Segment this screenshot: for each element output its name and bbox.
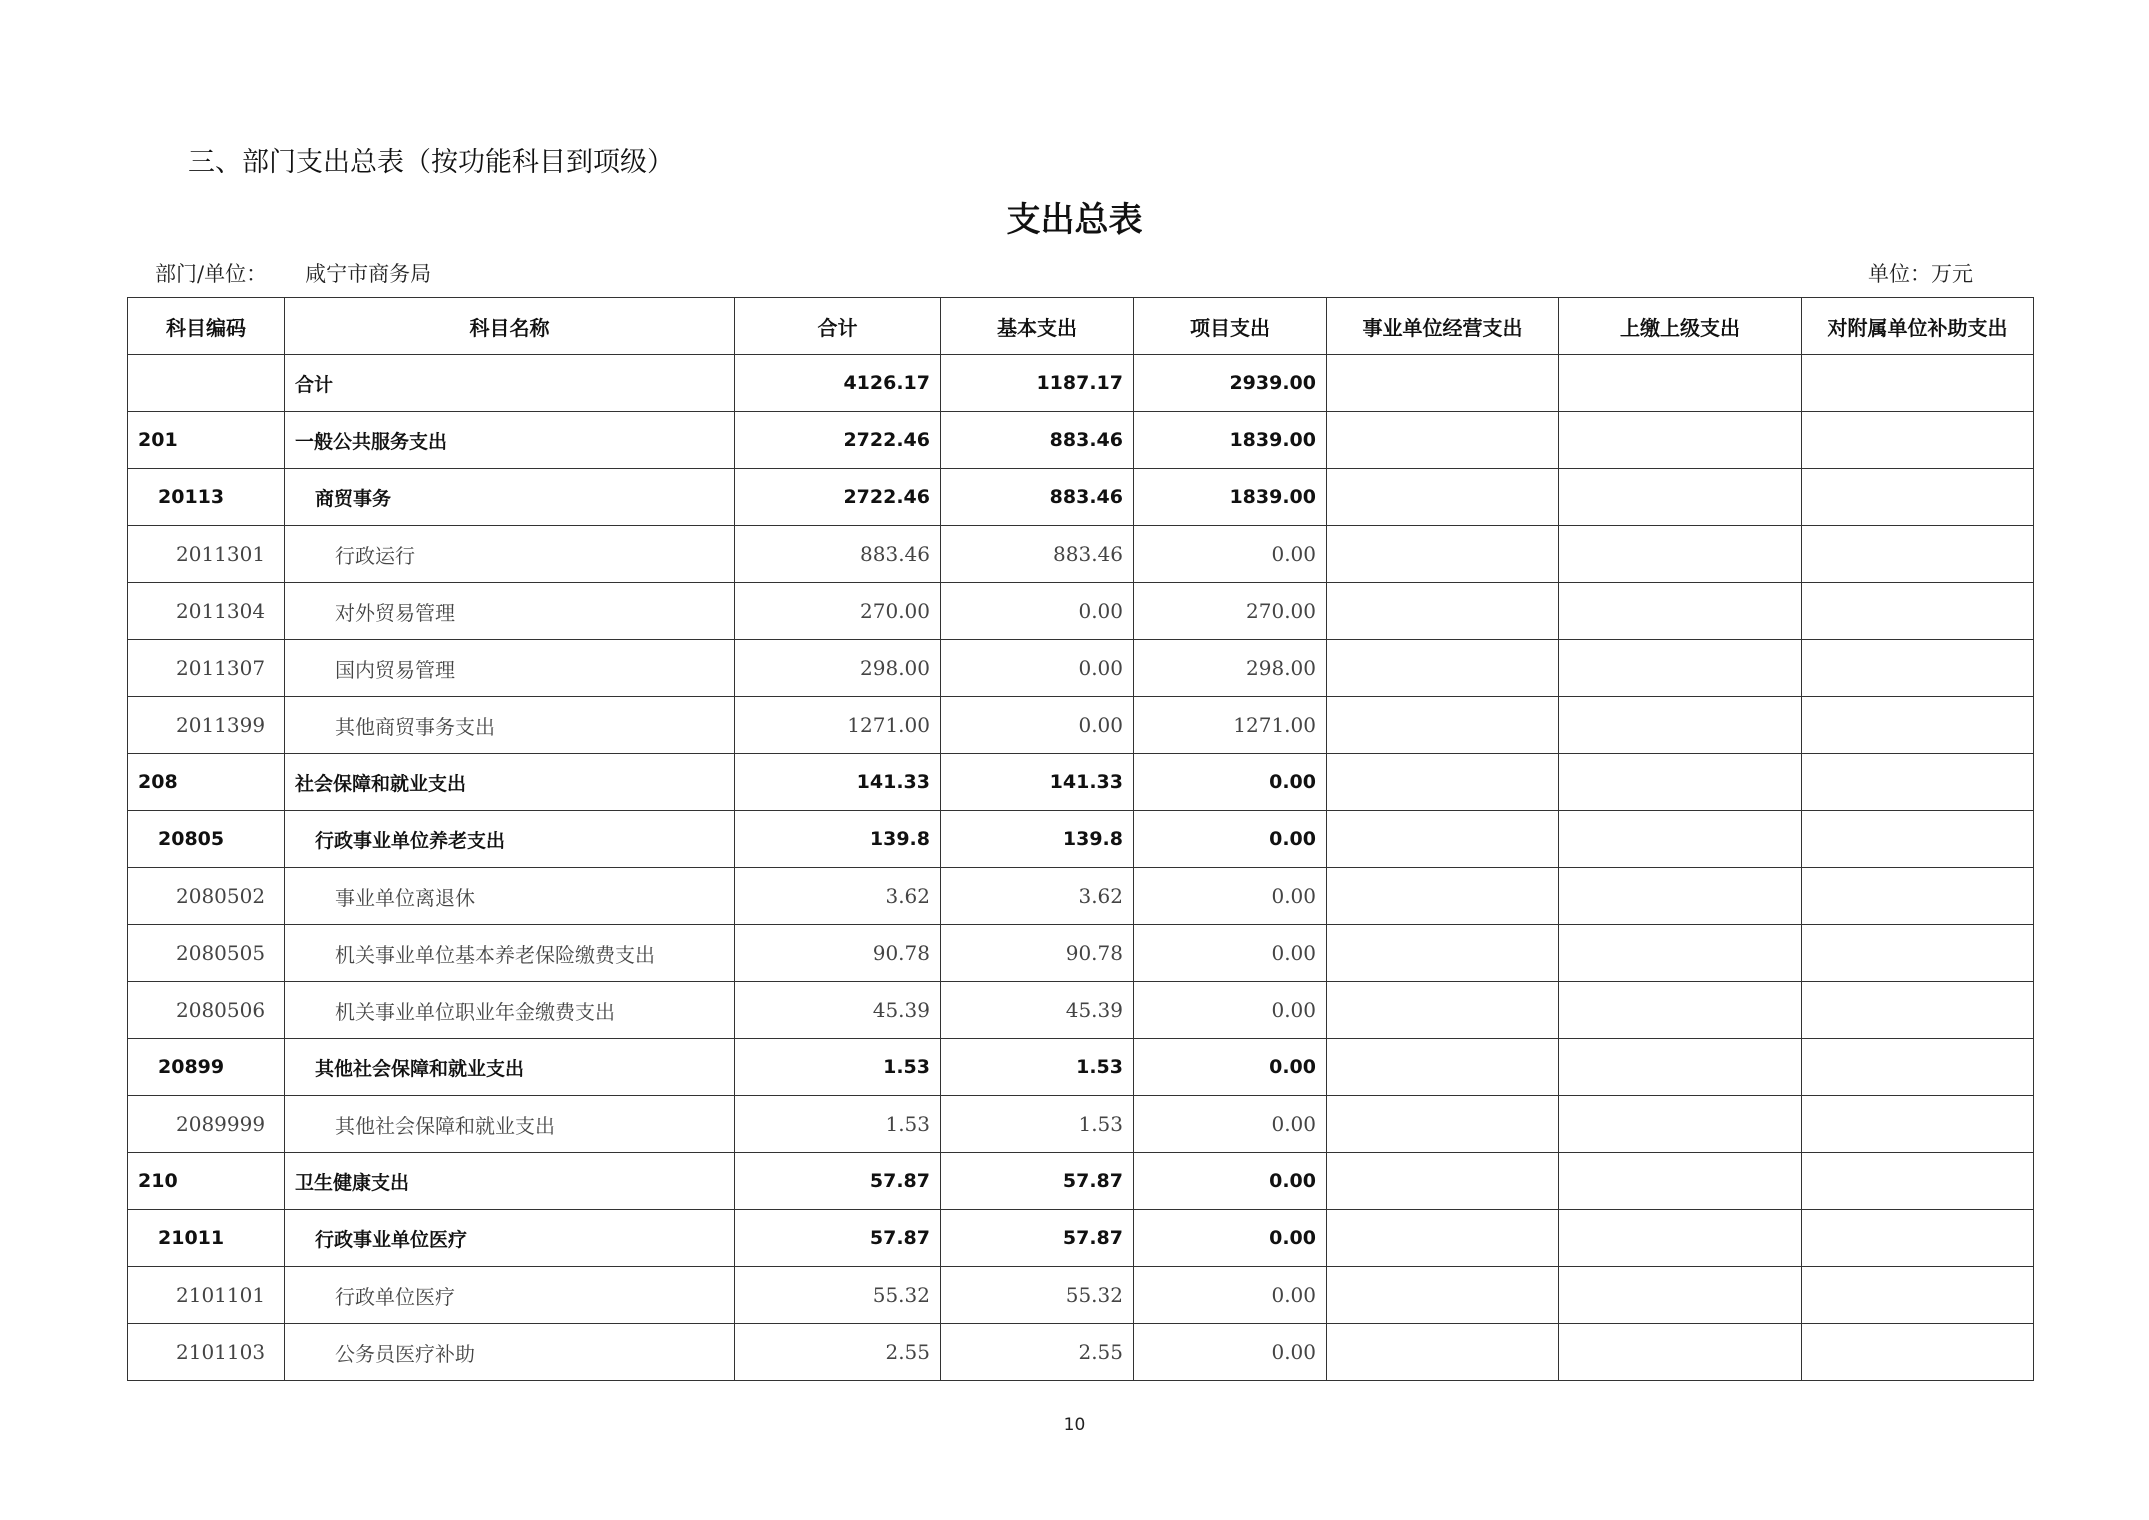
- cell-name: 公务员医疗补助: [285, 1324, 735, 1381]
- cell-basic: 0.00: [941, 583, 1134, 640]
- table-row: [128, 583, 2034, 640]
- cell-subsidy: [1802, 754, 2034, 811]
- cell-project: 0.00: [1134, 982, 1327, 1039]
- cell-subsidy: [1802, 583, 2034, 640]
- table-row: [128, 982, 2034, 1039]
- cell-code: 2011304: [128, 583, 285, 640]
- cell-basic: 45.39: [941, 982, 1134, 1039]
- cell-name: 行政运行: [285, 526, 735, 583]
- cell-business: [1327, 697, 1559, 754]
- cell-project: 298.00: [1134, 640, 1327, 697]
- cell-basic: 57.87: [941, 1153, 1134, 1210]
- cell-upper: [1559, 811, 1802, 868]
- cell-upper: [1559, 925, 1802, 982]
- page-number: 10: [1063, 1415, 1086, 1435]
- cell-basic: 883.46: [941, 526, 1134, 583]
- col-header-subsidy: 对附属单位补助支出: [1802, 298, 2034, 355]
- cell-subsidy: [1802, 982, 2034, 1039]
- cell-code: 208: [128, 754, 285, 811]
- cell-basic: 57.87: [941, 1210, 1134, 1267]
- cell-name: 对外贸易管理: [285, 583, 735, 640]
- cell-business: [1327, 1153, 1559, 1210]
- department-info: [155, 258, 431, 288]
- col-header-business: 事业单位经营支出: [1327, 298, 1559, 355]
- cell-subsidy: [1802, 1267, 2034, 1324]
- table-row: [128, 811, 2034, 868]
- cell-basic: 1.53: [941, 1096, 1134, 1153]
- cell-name: 卫生健康支出: [285, 1153, 735, 1210]
- cell-business: [1327, 811, 1559, 868]
- cell-basic: 90.78: [941, 925, 1134, 982]
- cell-project: 0.00: [1134, 1096, 1327, 1153]
- cell-name: 合计: [285, 355, 735, 412]
- unit-label: 单位：万元: [1868, 262, 1973, 286]
- cell-total: 2722.46: [735, 412, 941, 469]
- cell-code: 2080505: [128, 925, 285, 982]
- cell-project: 1839.00: [1134, 412, 1327, 469]
- cell-basic: 0.00: [941, 697, 1134, 754]
- cell-name: 商贸事务: [285, 469, 735, 526]
- cell-business: [1327, 925, 1559, 982]
- table-row: [128, 469, 2034, 526]
- cell-code: 2011301: [128, 526, 285, 583]
- cell-business: [1327, 982, 1559, 1039]
- cell-business: [1327, 583, 1559, 640]
- cell-project: 1271.00: [1134, 697, 1327, 754]
- cell-project: 0.00: [1134, 1153, 1327, 1210]
- cell-subsidy: [1802, 811, 2034, 868]
- cell-name: 其他社会保障和就业支出: [285, 1039, 735, 1096]
- cell-name: 国内贸易管理: [285, 640, 735, 697]
- cell-name: 行政单位医疗: [285, 1267, 735, 1324]
- table-row: [128, 412, 2034, 469]
- cell-code: 2011307: [128, 640, 285, 697]
- cell-project: 0.00: [1134, 526, 1327, 583]
- table-row: [128, 355, 2034, 412]
- cell-subsidy: [1802, 1096, 2034, 1153]
- cell-name: 机关事业单位职业年金缴费支出: [285, 982, 735, 1039]
- cell-basic: 139.8: [941, 811, 1134, 868]
- cell-total: 57.87: [735, 1210, 941, 1267]
- cell-project: 0.00: [1134, 1267, 1327, 1324]
- cell-project: 0.00: [1134, 754, 1327, 811]
- cell-project: 2939.00: [1134, 355, 1327, 412]
- cell-business: [1327, 1324, 1559, 1381]
- table-row: [128, 1096, 2034, 1153]
- cell-subsidy: [1802, 1153, 2034, 1210]
- cell-total: 883.46: [735, 526, 941, 583]
- cell-basic: 1.53: [941, 1039, 1134, 1096]
- col-header-code: 科目编码: [128, 298, 285, 355]
- cell-name: 行政事业单位养老支出: [285, 811, 735, 868]
- cell-business: [1327, 1210, 1559, 1267]
- cell-upper: [1559, 1210, 1802, 1267]
- cell-subsidy: [1802, 868, 2034, 925]
- cell-project: 1839.00: [1134, 469, 1327, 526]
- header-row: [128, 298, 2034, 355]
- cell-code: 21011: [128, 1210, 285, 1267]
- col-header-name: 科目名称: [285, 298, 735, 355]
- col-header-total: 合计: [735, 298, 941, 355]
- cell-total: 1271.00: [735, 697, 941, 754]
- cell-subsidy: [1802, 355, 2034, 412]
- cell-business: [1327, 1039, 1559, 1096]
- table-row: [128, 640, 2034, 697]
- cell-subsidy: [1802, 469, 2034, 526]
- department-name: 咸宁市商务局: [305, 262, 432, 286]
- cell-basic: 55.32: [941, 1267, 1134, 1324]
- cell-code: 2101101: [128, 1267, 285, 1324]
- cell-basic: 3.62: [941, 868, 1134, 925]
- cell-upper: [1559, 1096, 1802, 1153]
- table-row: [128, 1153, 2034, 1210]
- cell-name: 行政事业单位医疗: [285, 1210, 735, 1267]
- cell-business: [1327, 1267, 1559, 1324]
- cell-total: 270.00: [735, 583, 941, 640]
- table-row: [128, 1039, 2034, 1096]
- table-row: [128, 1210, 2034, 1267]
- cell-total: 2722.46: [735, 469, 941, 526]
- cell-code: 2080502: [128, 868, 285, 925]
- cell-total: 141.33: [735, 754, 941, 811]
- cell-project: 0.00: [1134, 811, 1327, 868]
- cell-code: 210: [128, 1153, 285, 1210]
- cell-upper: [1559, 1267, 1802, 1324]
- col-header-project: 项目支出: [1134, 298, 1327, 355]
- cell-upper: [1559, 982, 1802, 1039]
- cell-business: [1327, 412, 1559, 469]
- cell-project: 0.00: [1134, 1039, 1327, 1096]
- cell-subsidy: [1802, 412, 2034, 469]
- cell-upper: [1559, 1324, 1802, 1381]
- cell-total: 90.78: [735, 925, 941, 982]
- cell-upper: [1559, 583, 1802, 640]
- cell-upper: [1559, 868, 1802, 925]
- section-heading: 三、部门支出总表（按功能科目到项级）: [188, 147, 674, 178]
- cell-code: 2011399: [128, 697, 285, 754]
- table-row: [128, 1324, 2034, 1381]
- col-header-upper: 上缴上级支出: [1559, 298, 1802, 355]
- cell-business: [1327, 640, 1559, 697]
- cell-business: [1327, 868, 1559, 925]
- cell-subsidy: [1802, 925, 2034, 982]
- cell-basic: 2.55: [941, 1324, 1134, 1381]
- cell-basic: 141.33: [941, 754, 1134, 811]
- cell-code: 2101103: [128, 1324, 285, 1381]
- cell-total: 2.55: [735, 1324, 941, 1381]
- cell-business: [1327, 754, 1559, 811]
- cell-project: 0.00: [1134, 1324, 1327, 1381]
- cell-name: 机关事业单位基本养老保险缴费支出: [285, 925, 735, 982]
- cell-code: 20113: [128, 469, 285, 526]
- cell-total: 298.00: [735, 640, 941, 697]
- cell-total: 1.53: [735, 1096, 941, 1153]
- table-body: [128, 355, 2034, 1381]
- cell-subsidy: [1802, 697, 2034, 754]
- cell-basic: 0.00: [941, 640, 1134, 697]
- table-row: [128, 754, 2034, 811]
- cell-subsidy: [1802, 640, 2034, 697]
- cell-project: 270.00: [1134, 583, 1327, 640]
- table-title: 支出总表: [1006, 200, 1143, 240]
- cell-code: 20805: [128, 811, 285, 868]
- cell-upper: [1559, 640, 1802, 697]
- cell-code: [128, 355, 285, 412]
- cell-name: 其他商贸事务支出: [285, 697, 735, 754]
- cell-code: 2080506: [128, 982, 285, 1039]
- cell-upper: [1559, 526, 1802, 583]
- cell-upper: [1559, 697, 1802, 754]
- cell-basic: 1187.17: [941, 355, 1134, 412]
- cell-code: 2089999: [128, 1096, 285, 1153]
- cell-name: 其他社会保障和就业支出: [285, 1096, 735, 1153]
- cell-project: 0.00: [1134, 868, 1327, 925]
- cell-total: 3.62: [735, 868, 941, 925]
- cell-basic: 883.46: [941, 469, 1134, 526]
- cell-project: 0.00: [1134, 1210, 1327, 1267]
- cell-subsidy: [1802, 526, 2034, 583]
- cell-business: [1327, 1096, 1559, 1153]
- cell-upper: [1559, 469, 1802, 526]
- cell-business: [1327, 469, 1559, 526]
- cell-code: 201: [128, 412, 285, 469]
- cell-total: 57.87: [735, 1153, 941, 1210]
- cell-code: 20899: [128, 1039, 285, 1096]
- cell-project: 0.00: [1134, 925, 1327, 982]
- cell-subsidy: [1802, 1324, 2034, 1381]
- cell-basic: 883.46: [941, 412, 1134, 469]
- cell-total: 55.32: [735, 1267, 941, 1324]
- cell-subsidy: [1802, 1039, 2034, 1096]
- table-row: [128, 868, 2034, 925]
- cell-upper: [1559, 754, 1802, 811]
- cell-business: [1327, 355, 1559, 412]
- department-label: 部门/单位：: [155, 262, 268, 286]
- cell-upper: [1559, 355, 1802, 412]
- cell-total: 4126.17: [735, 355, 941, 412]
- cell-business: [1327, 526, 1559, 583]
- table-row: [128, 697, 2034, 754]
- table-row: [128, 526, 2034, 583]
- cell-total: 1.53: [735, 1039, 941, 1096]
- cell-name: 一般公共服务支出: [285, 412, 735, 469]
- cell-upper: [1559, 412, 1802, 469]
- cell-subsidy: [1802, 1210, 2034, 1267]
- table-row: [128, 1267, 2034, 1324]
- table-row: [128, 925, 2034, 982]
- cell-name: 社会保障和就业支出: [285, 754, 735, 811]
- cell-total: 139.8: [735, 811, 941, 868]
- cell-total: 45.39: [735, 982, 941, 1039]
- col-header-basic: 基本支出: [941, 298, 1134, 355]
- cell-name: 事业单位离退休: [285, 868, 735, 925]
- cell-upper: [1559, 1153, 1802, 1210]
- cell-upper: [1559, 1039, 1802, 1096]
- expenditure-table: [127, 297, 2034, 1381]
